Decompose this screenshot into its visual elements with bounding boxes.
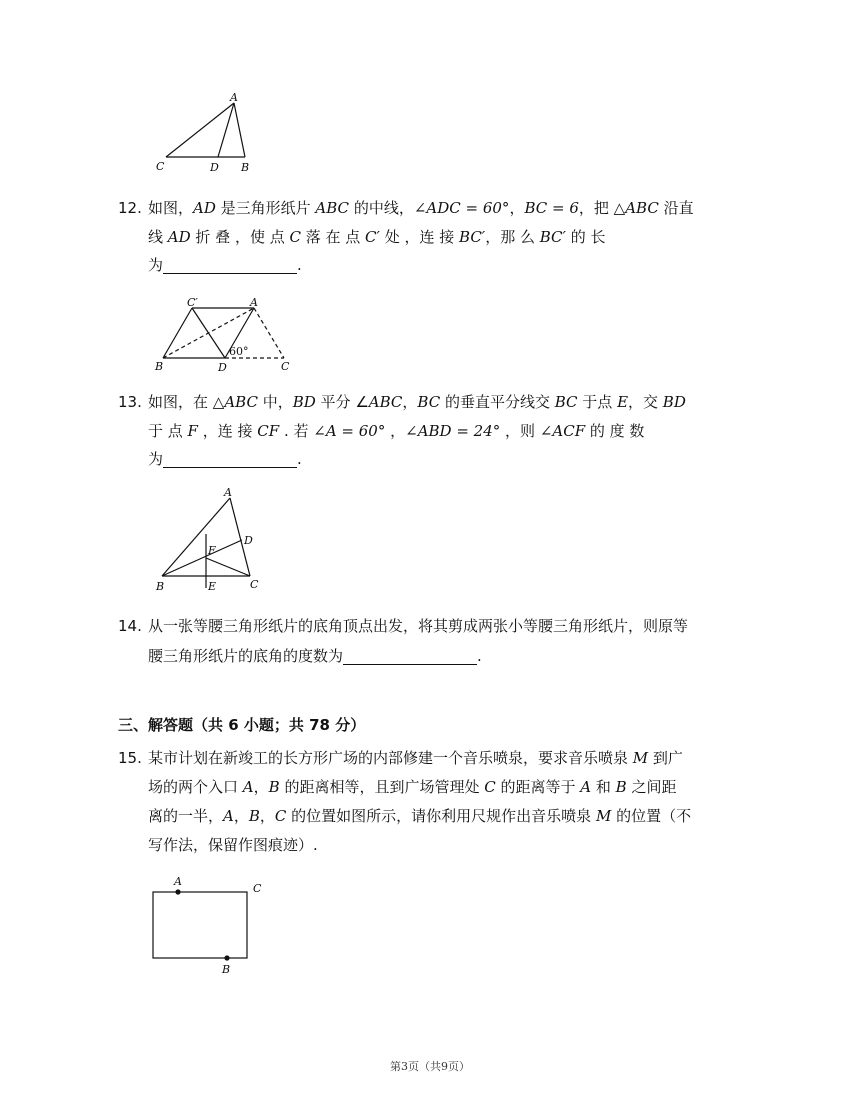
figure-q11 bbox=[150, 90, 260, 184]
fig11-label-a: A bbox=[230, 91, 238, 104]
fig13-label-f: F bbox=[208, 544, 216, 557]
question-line: 写作法，保留作图痕迹）. bbox=[148, 836, 318, 854]
question-12 bbox=[118, 194, 762, 284]
fig12-label-c1: C′ bbox=[187, 296, 198, 309]
figure-q15 bbox=[145, 872, 275, 986]
question-line: 如图，在 △ABC 中，BD 平分 ∠ABC，BC 的垂直平分线交 BC 于点 E，交 BD bbox=[148, 393, 686, 411]
question-line: 腰三角形纸片的底角的度数为 . bbox=[148, 647, 482, 665]
fig12-label-b: B bbox=[155, 360, 164, 373]
fig11-label-d: D bbox=[210, 161, 219, 174]
fig12-label-d: D bbox=[218, 361, 227, 374]
fig11-label-c: C bbox=[156, 160, 165, 173]
fig13-label-d: D bbox=[244, 534, 253, 547]
fig13-label-b: B bbox=[156, 580, 165, 593]
answer-blank[interactable] bbox=[163, 255, 297, 274]
question-13 bbox=[118, 388, 762, 478]
question-number: 14. bbox=[118, 617, 142, 635]
question-line: 从一张等腰三角形纸片的底角顶点出发，将其剪成两张小等腰三角形纸片，则原等 bbox=[148, 617, 689, 635]
question-line: 于 点 F ，连 接 CF . 若 ∠A = 60° ，∠ABD = 24° ，则 ∠ACF 的 度 数 bbox=[148, 422, 645, 440]
answer-blank[interactable] bbox=[163, 449, 297, 468]
answer-blank[interactable] bbox=[343, 646, 477, 665]
figure-q12 bbox=[150, 292, 300, 378]
question-number: 15. bbox=[118, 749, 142, 767]
fig15-label-b: B bbox=[222, 963, 231, 976]
fig12-angle: 60° bbox=[229, 345, 249, 358]
question-number: 13. bbox=[118, 393, 142, 411]
fig13-label-c: C bbox=[250, 578, 259, 591]
question-line: 为 . bbox=[148, 256, 302, 274]
question-14 bbox=[118, 612, 762, 672]
question-line: 场的两个入口 A，B 的距离相等，且到广场管理处 C 的距离等于 A 和 B 之间距 bbox=[148, 778, 677, 796]
fig12-label-a: A bbox=[250, 296, 258, 309]
section-title: 三、解答题（共 6 小题；共 78 分） bbox=[118, 716, 366, 734]
question-line: 某市计划在新竣工的长方形广场的内部修建一个音乐喷泉，要求音乐喷泉 M 到广 bbox=[148, 749, 683, 767]
fig11-label-b: B bbox=[241, 161, 250, 174]
fig13-label-a: A bbox=[224, 486, 232, 499]
question-line: 如图，AD 是三角形纸片 ABC 的中线，∠ADC = 60°，BC = 6，把 △ABC 沿直 bbox=[148, 199, 694, 217]
figure-q13 bbox=[150, 484, 270, 600]
question-line: 离的一半，A，B，C 的位置如图所示，请你利用尺规作出音乐喷泉 M 的位置（不 bbox=[148, 807, 692, 825]
fig15-label-c: C bbox=[253, 882, 262, 895]
question-line: 线 AD 折 叠 ，使 点 C 落 在 点 C′ 处 ，连 接 BC′，那 么 BC′ 的 长 bbox=[148, 228, 606, 246]
page-footer: 第3页（共9页） bbox=[390, 1060, 470, 1073]
fig13-label-e: E bbox=[208, 580, 217, 593]
question-number: 12. bbox=[118, 199, 142, 217]
question-15 bbox=[118, 744, 762, 860]
question-line: 为 . bbox=[148, 450, 302, 468]
fig12-label-c: C bbox=[281, 360, 290, 373]
fig15-label-a: A bbox=[174, 875, 182, 888]
